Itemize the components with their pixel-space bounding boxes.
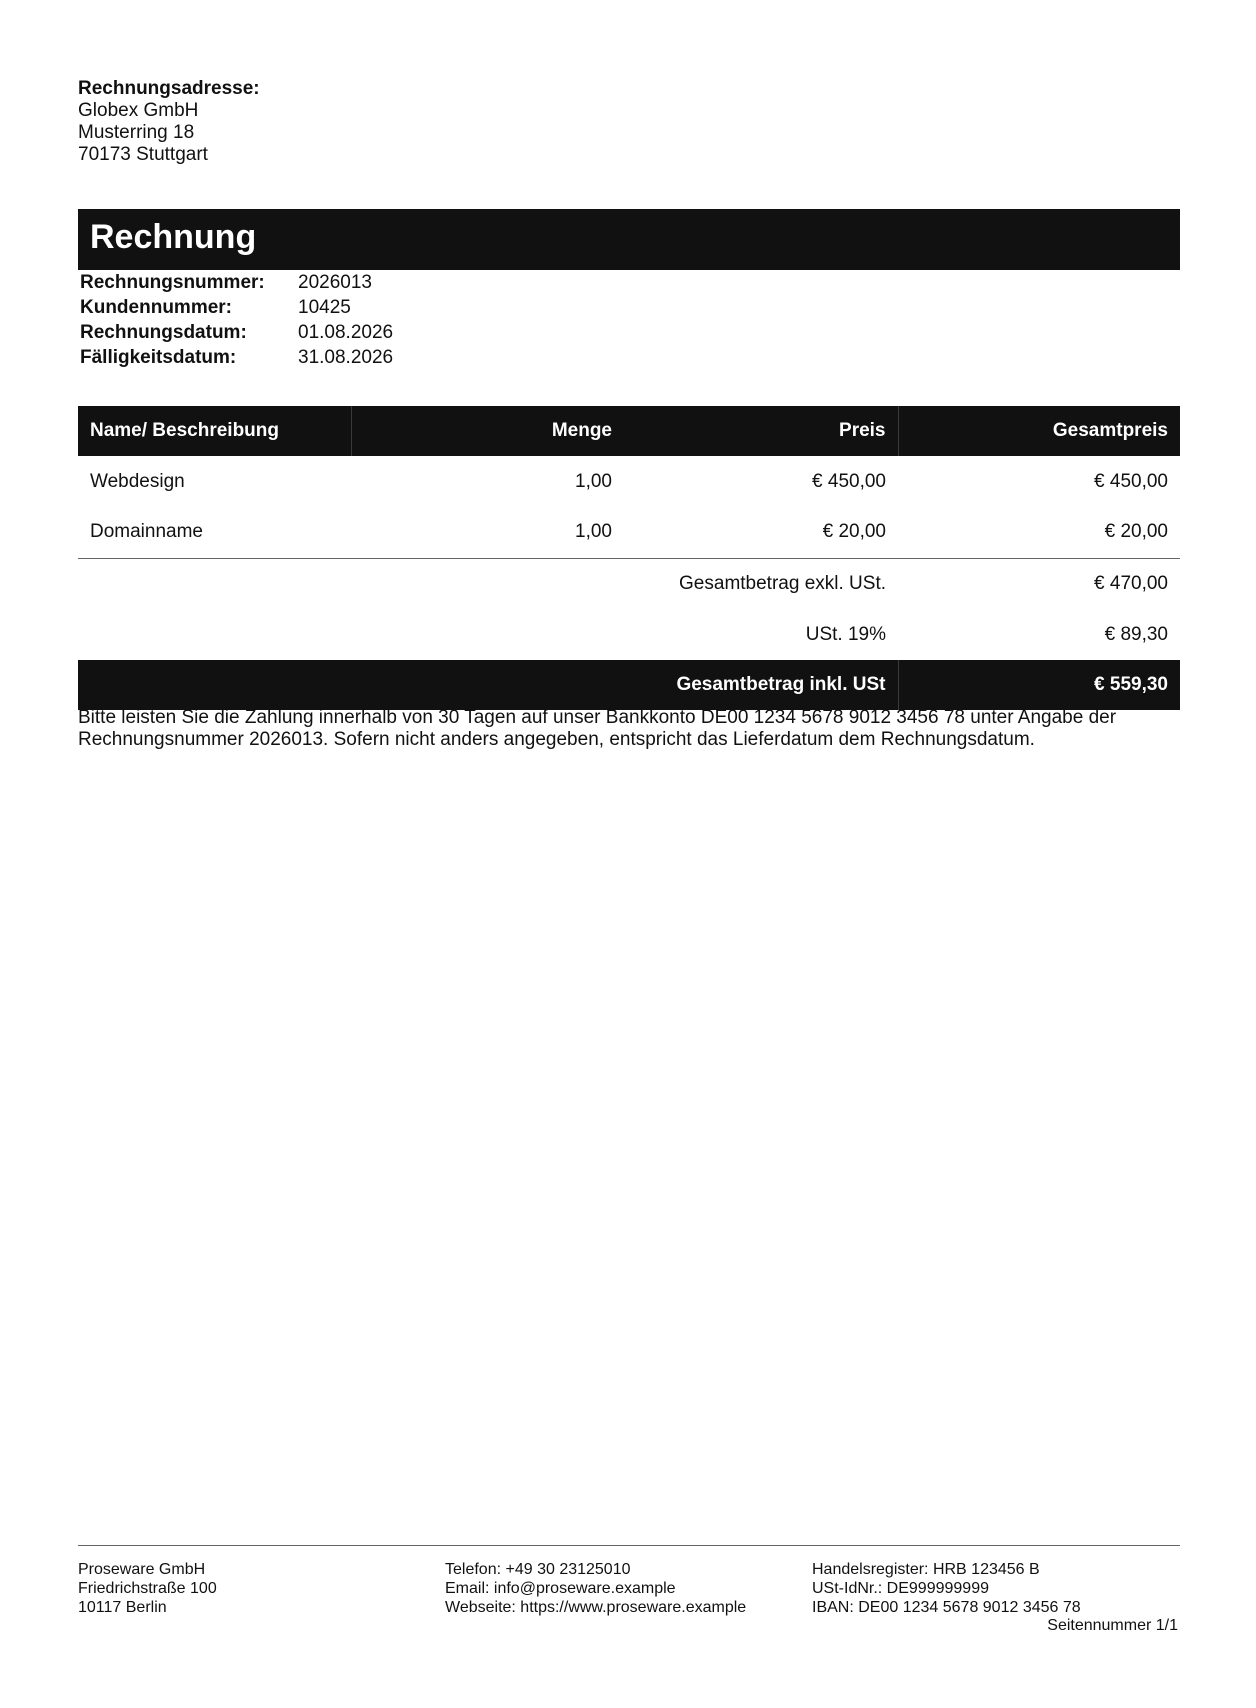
- table-row: [78, 456, 1180, 507]
- cell-description: Domainname: [78, 507, 351, 558]
- footer-company: [78, 1560, 217, 1617]
- footer-line: USt-IdNr.: DE999999999: [812, 1580, 989, 1597]
- meta-key: Fälligkeitsdatum:: [80, 347, 237, 368]
- line-items-table: [78, 406, 1180, 710]
- billing-address-label: Rechnungsadresse:: [78, 78, 260, 99]
- billing-address-line: Musterring 18: [78, 122, 195, 143]
- cell-price: € 450,00: [812, 470, 886, 492]
- grand-total-row: [78, 660, 1180, 710]
- table-header-row: [78, 406, 1180, 456]
- tax-label: USt. 19%: [805, 623, 886, 645]
- subtotal-value: € 470,00: [1094, 572, 1168, 594]
- grand-total-label: Gesamtbetrag inkl. USt: [624, 660, 898, 710]
- meta-value: 10425: [298, 297, 351, 318]
- cell-quantity: 1,00: [351, 507, 624, 558]
- invoice-meta: [80, 270, 393, 370]
- meta-value: 31.08.2026: [298, 347, 394, 368]
- meta-key: Rechnungsnummer:: [80, 272, 265, 293]
- table-row: [78, 507, 1180, 558]
- footer-line: IBAN: DE00 1234 5678 9012 3456 78: [812, 1599, 1081, 1616]
- footer-phone: Telefon: +49 30 23125010: [445, 1561, 631, 1578]
- meta-row-due-date: [80, 345, 393, 370]
- meta-key: Kundennummer:: [80, 297, 232, 318]
- cell-price: € 20,00: [624, 507, 898, 558]
- cell-description: Webdesign: [90, 470, 185, 492]
- cell-total: € 20,00: [898, 507, 1180, 558]
- column-header-description: Name/ Beschreibung: [78, 406, 351, 456]
- cell-quantity: 1,00: [575, 470, 612, 492]
- footer-line: 10117 Berlin: [78, 1599, 167, 1616]
- footer-email: Email: info@proseware.example: [445, 1580, 676, 1597]
- meta-value: 2026013: [298, 272, 372, 293]
- cell-total: € 450,00: [1094, 470, 1168, 492]
- invoice-title-bar: [78, 209, 1180, 270]
- subtotal-label: Gesamtbetrag exkl. USt.: [679, 572, 886, 594]
- meta-row-invoice-date: [80, 320, 393, 345]
- footer-line: Proseware GmbH: [78, 1561, 206, 1578]
- billing-address: [78, 78, 260, 166]
- page-number: Seitennummer 1/1: [1047, 1617, 1178, 1634]
- footer-line: Friedrichstraße 100: [78, 1580, 217, 1597]
- footer-line: Handelsregister: HRB 123456 B: [812, 1561, 1040, 1578]
- payment-note: Bitte leisten Sie die Zahlung innerhalb von 30 Tagen auf unser Bankkonto DE00 1234 5678 9012 3456 78 unter Angabe der Rechnungsnummer 2026013. Sofern nicht anders angegeben, entspricht das Lieferdatum dem Rechnungsdatum.: [78, 707, 1117, 750]
- billing-address-line: 70173 Stuttgart: [78, 144, 208, 165]
- invoice-title: Rechnung: [90, 218, 257, 256]
- column-header-price: Preis: [624, 406, 898, 456]
- grand-total-value: € 559,30: [898, 660, 1180, 710]
- footer-website: Webseite: https://www.proseware.example: [445, 1599, 747, 1616]
- billing-address-line: Globex GmbH: [78, 100, 199, 121]
- meta-row-customer-number: [80, 295, 393, 320]
- meta-key: Rechnungsdatum:: [80, 322, 247, 343]
- subtotal-row: [78, 558, 1180, 609]
- footer-legal: [812, 1560, 1081, 1617]
- footer-contact: [445, 1560, 746, 1617]
- column-header-quantity: Menge: [351, 406, 624, 456]
- footer-divider: [78, 1545, 1180, 1546]
- tax-value: € 89,30: [1104, 623, 1168, 645]
- column-header-total: Gesamtpreis: [898, 406, 1180, 456]
- meta-row-invoice-number: [80, 270, 393, 295]
- meta-value: 01.08.2026: [298, 322, 394, 343]
- tax-row: [78, 609, 1180, 660]
